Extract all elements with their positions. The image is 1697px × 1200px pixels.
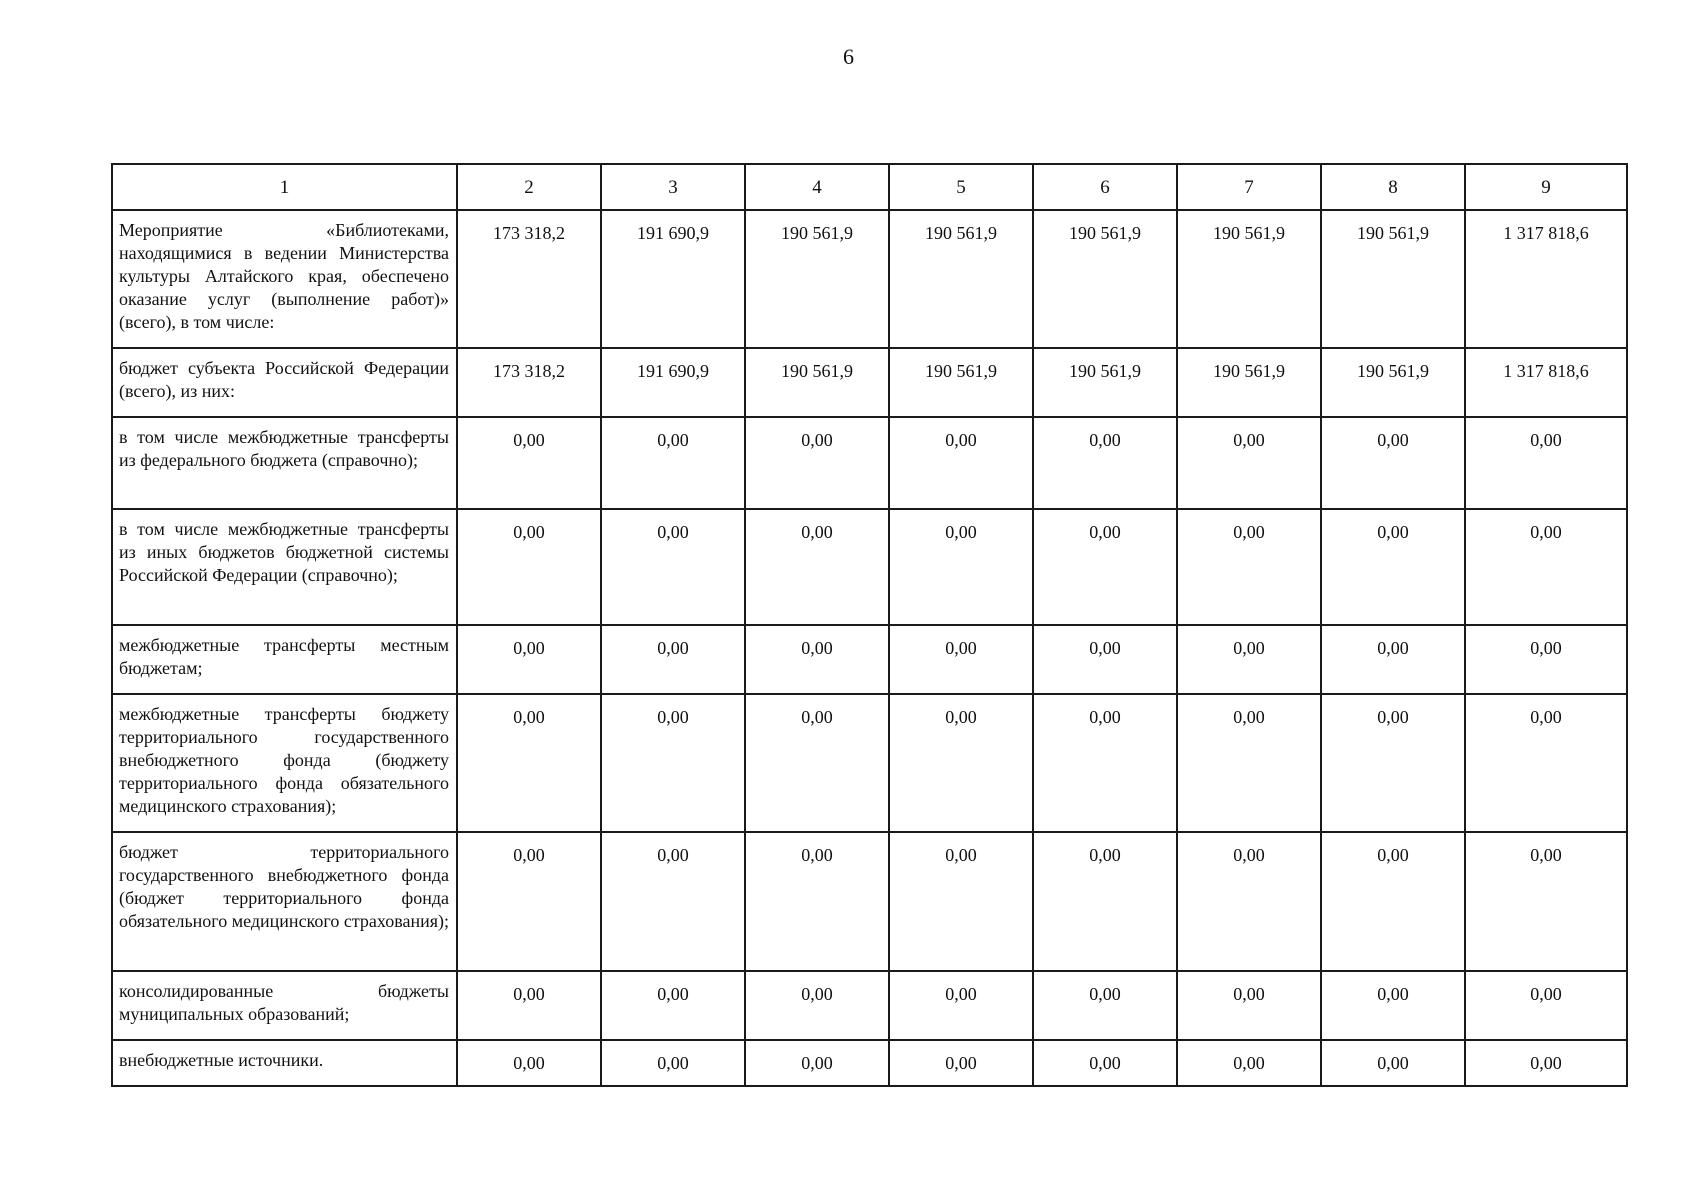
value-cell: 190 561,9 — [1177, 348, 1321, 417]
value-cell: 0,00 — [457, 694, 601, 832]
row-label: консолидированные бюджеты муниципальных образований; — [112, 971, 457, 1040]
value-cell: 0,00 — [1465, 971, 1627, 1040]
value-cell: 0,00 — [1177, 1040, 1321, 1086]
value-cell: 0,00 — [889, 625, 1033, 694]
value-cell: 173 318,2 — [457, 348, 601, 417]
table-row — [112, 1040, 1627, 1086]
value-cell: 0,00 — [745, 971, 889, 1040]
value-cell: 190 561,9 — [1177, 210, 1321, 348]
value-cell: 0,00 — [457, 625, 601, 694]
header-cell: 3 — [601, 164, 745, 210]
value-cell: 0,00 — [601, 417, 745, 509]
page-number: 6 — [843, 44, 854, 69]
budget-table — [111, 163, 1628, 1087]
value-cell: 0,00 — [1177, 832, 1321, 971]
value-cell: 190 561,9 — [745, 210, 889, 348]
value-cell: 0,00 — [889, 832, 1033, 971]
table-row — [112, 509, 1627, 625]
table-row — [112, 694, 1627, 832]
value-cell: 0,00 — [457, 1040, 601, 1086]
value-cell: 0,00 — [457, 509, 601, 625]
header-row — [112, 164, 1627, 210]
value-cell: 0,00 — [1465, 625, 1627, 694]
value-cell: 0,00 — [1465, 1040, 1627, 1086]
value-cell: 0,00 — [745, 417, 889, 509]
value-cell: 0,00 — [1033, 832, 1177, 971]
value-cell: 0,00 — [1321, 625, 1465, 694]
value-cell: 0,00 — [601, 971, 745, 1040]
table-row — [112, 832, 1627, 971]
value-cell: 0,00 — [1321, 971, 1465, 1040]
value-cell: 0,00 — [1321, 694, 1465, 832]
value-cell: 0,00 — [1177, 971, 1321, 1040]
value-cell: 0,00 — [1033, 417, 1177, 509]
value-cell: 0,00 — [889, 417, 1033, 509]
header-cell: 8 — [1321, 164, 1465, 210]
value-cell: 0,00 — [1321, 1040, 1465, 1086]
value-cell: 190 561,9 — [1321, 210, 1465, 348]
value-cell: 0,00 — [1465, 694, 1627, 832]
row-label: бюджет территориального государственного внебюджетного фонда (бюджет территориального фонда обязательного медицинского страхования); — [112, 832, 457, 971]
value-cell: 0,00 — [1033, 509, 1177, 625]
header-cell: 7 — [1177, 164, 1321, 210]
header-cell: 2 — [457, 164, 601, 210]
row-label: в том числе межбюджетные трансферты из иных бюджетов бюджетной системы Российской Федерации (справочно); — [112, 509, 457, 625]
value-cell: 0,00 — [745, 694, 889, 832]
row-label: Мероприятие «Библиотеками, находящимися в ведении Министерства культуры Алтайского края, обеспечено оказание услуг (выполнение работ)» (всего), в том числе: — [112, 210, 457, 348]
value-cell: 190 561,9 — [745, 348, 889, 417]
row-label: межбюджетные трансферты местным бюджетам; — [112, 625, 457, 694]
value-cell: 0,00 — [457, 971, 601, 1040]
table-row — [112, 971, 1627, 1040]
header-cell: 6 — [1033, 164, 1177, 210]
value-cell: 0,00 — [745, 832, 889, 971]
value-cell: 0,00 — [1033, 971, 1177, 1040]
table-body — [112, 210, 1627, 1086]
value-cell: 191 690,9 — [601, 210, 745, 348]
row-label: в том числе межбюджетные трансферты из федерального бюджета (справочно); — [112, 417, 457, 509]
row-label: внебюджетные источники. — [112, 1040, 457, 1086]
value-cell: 0,00 — [1177, 625, 1321, 694]
value-cell: 0,00 — [457, 832, 601, 971]
budget-table-container — [111, 163, 1626, 1087]
table-header — [112, 164, 1627, 210]
value-cell: 0,00 — [601, 694, 745, 832]
table-row — [112, 625, 1627, 694]
value-cell: 173 318,2 — [457, 210, 601, 348]
value-cell: 0,00 — [1177, 509, 1321, 625]
value-cell: 1 317 818,6 — [1465, 210, 1627, 348]
value-cell: 0,00 — [889, 1040, 1033, 1086]
value-cell: 0,00 — [745, 625, 889, 694]
value-cell: 190 561,9 — [1033, 210, 1177, 348]
value-cell: 0,00 — [889, 694, 1033, 832]
value-cell: 191 690,9 — [601, 348, 745, 417]
value-cell: 0,00 — [1321, 832, 1465, 971]
table-row — [112, 210, 1627, 348]
row-label: межбюджетные трансферты бюджету территориального государственного внебюджетного фонда (бюджету территориального фонда обязательного медицинского страхования); — [112, 694, 457, 832]
header-cell: 4 — [745, 164, 889, 210]
value-cell: 0,00 — [457, 417, 601, 509]
table-row — [112, 417, 1627, 509]
value-cell: 0,00 — [601, 625, 745, 694]
value-cell: 0,00 — [1465, 509, 1627, 625]
value-cell: 0,00 — [745, 1040, 889, 1086]
value-cell: 0,00 — [1465, 417, 1627, 509]
value-cell: 0,00 — [601, 832, 745, 971]
value-cell: 0,00 — [1033, 625, 1177, 694]
value-cell: 0,00 — [1177, 694, 1321, 832]
value-cell: 0,00 — [889, 509, 1033, 625]
value-cell: 0,00 — [1033, 694, 1177, 832]
value-cell: 190 561,9 — [1321, 348, 1465, 417]
value-cell: 0,00 — [1465, 832, 1627, 971]
value-cell: 1 317 818,6 — [1465, 348, 1627, 417]
value-cell: 0,00 — [601, 1040, 745, 1086]
header-cell: 9 — [1465, 164, 1627, 210]
value-cell: 0,00 — [1033, 1040, 1177, 1086]
value-cell: 0,00 — [1177, 417, 1321, 509]
value-cell: 0,00 — [745, 509, 889, 625]
value-cell: 0,00 — [1321, 509, 1465, 625]
header-cell: 5 — [889, 164, 1033, 210]
row-label: бюджет субъекта Российской Федерации (всего), из них: — [112, 348, 457, 417]
value-cell: 190 561,9 — [889, 210, 1033, 348]
value-cell: 190 561,9 — [889, 348, 1033, 417]
header-cell: 1 — [112, 164, 457, 210]
table-row — [112, 348, 1627, 417]
value-cell: 0,00 — [1321, 417, 1465, 509]
value-cell: 190 561,9 — [1033, 348, 1177, 417]
value-cell: 0,00 — [601, 509, 745, 625]
value-cell: 0,00 — [889, 971, 1033, 1040]
